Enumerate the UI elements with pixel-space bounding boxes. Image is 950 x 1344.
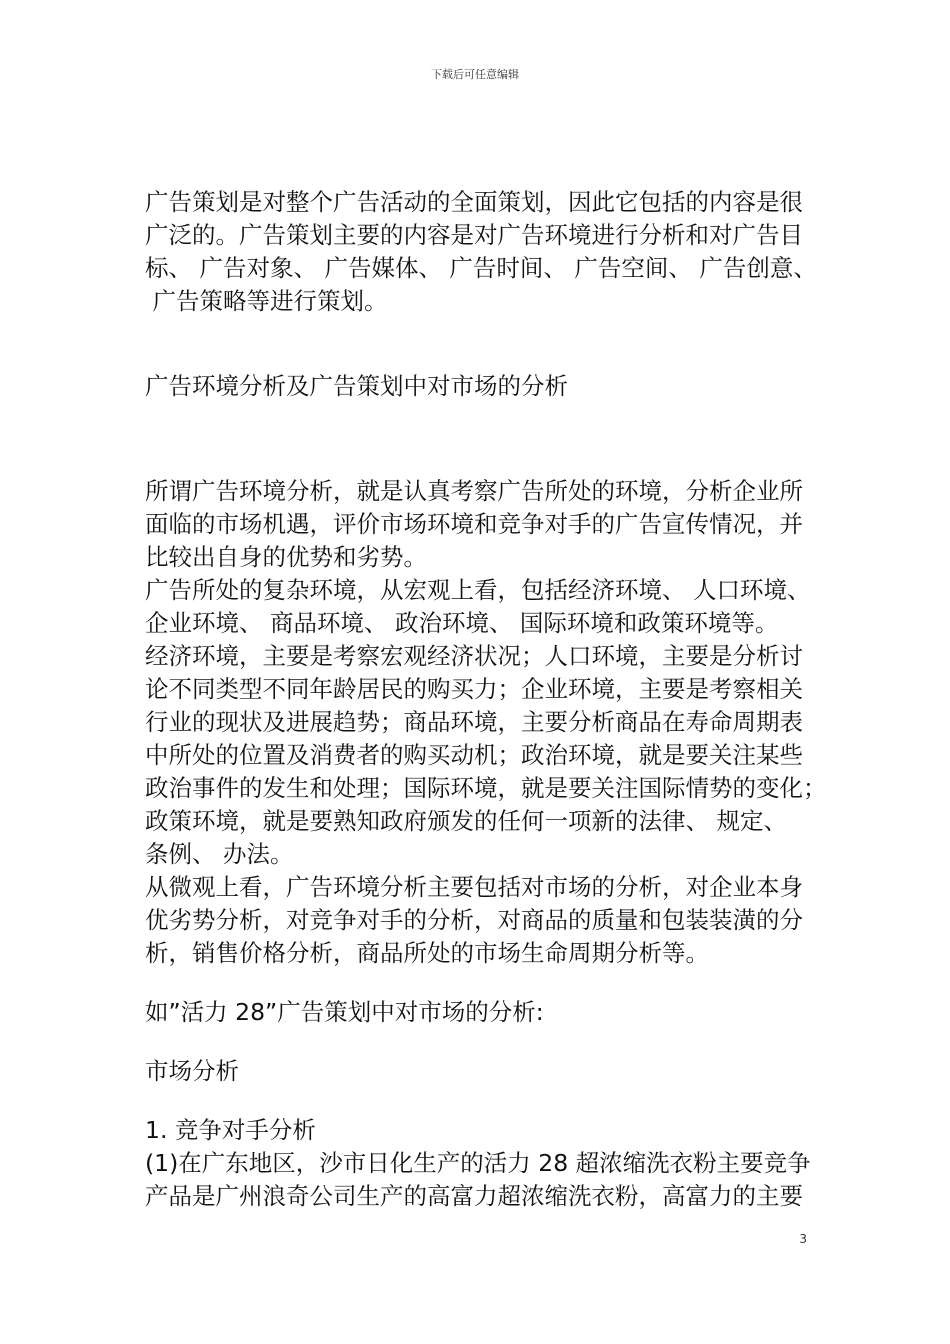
text-line: 广告策略等进行策划。 [145,287,388,315]
text-line: (1)在广东地区，沙市日化生产的活力 28 超浓缩洗衣粉主要竞争 [145,1149,811,1177]
text-line: 经济环境，主要是考察宏观经济状况；人口环境，主要是分析讨 [145,642,803,670]
header-note: 下载后可任意编辑 [431,68,519,81]
text-line: 广泛的。广告策划主要的内容是对广告环境进行分析和对广告目 [145,221,803,249]
paragraph-environment [145,475,825,970]
text-line: 优劣势分析，对竞争对手的分析，对商品的质量和包装装潢的分 [145,906,803,934]
text-line: 标、 广告对象、 广告媒体、 广告时间、 广告空间、 广告创意、 [145,254,817,282]
spacer [145,318,825,370]
competitor-analysis-section [145,1114,825,1213]
text-line: 政策环境，就是要熟知政府颁发的任何一项新的法律、 规定、 [145,807,787,835]
text-line: 广告所处的复杂环境，从宏观上看，包括经济环境、 人口环境、 [145,576,811,604]
paragraph-intro [145,186,825,318]
page-number: 3 [799,1232,807,1246]
spacer [145,1029,825,1055]
text-line: 所谓广告环境分析，就是认真考察广告所处的环境，分析企业所 [145,477,803,505]
text-line: 企业环境、 商品环境、 政治环境、 国际环境和政策环境等。 [145,609,779,637]
example-heading: 如”活力 28”广告策划中对市场的分析: [145,998,544,1026]
spacer [145,403,825,455]
spacer [145,1088,825,1114]
section-heading: 广告环境分析及广告策划中对市场的分析 [145,372,568,400]
text-line: 产品是广州浪奇公司生产的高富力超浓缩洗衣粉，高富力的主要 [145,1182,803,1210]
text-line: 面临的市场机遇，评价市场环境和竞争对手的广告宣传情况，并 [145,510,803,538]
text-line: 析，销售价格分析，商品所处的市场生命周期分析等。 [145,939,709,967]
text-line: 政治事件的发生和处理；国际环境，就是要关注国际情势的变化； [145,774,827,802]
market-analysis-heading: 市场分析 [145,1057,239,1085]
spacer [145,970,825,996]
text-line: 比较出自身的优势和劣势。 [145,543,427,571]
text-line: 广告策划是对整个广告活动的全面策划，因此它包括的内容是很 [145,188,803,216]
page-content [145,186,825,1213]
spacer [145,455,825,475]
text-line: 中所处的位置及消费者的购买动机；政治环境，就是要关注某些 [145,741,803,769]
text-line: 论不同类型不同年龄居民的购买力；企业环境，主要是考察相关 [145,675,803,703]
competitor-analysis-title: 1. 竞争对手分析 [145,1116,316,1144]
text-line: 条例、 办法。 [145,840,294,868]
text-line: 从微观上看，广告环境分析主要包括对市场的分析，对企业本身 [145,873,803,901]
text-line: 行业的现状及进展趋势；商品环境，主要分析商品在寿命周期表 [145,708,803,736]
